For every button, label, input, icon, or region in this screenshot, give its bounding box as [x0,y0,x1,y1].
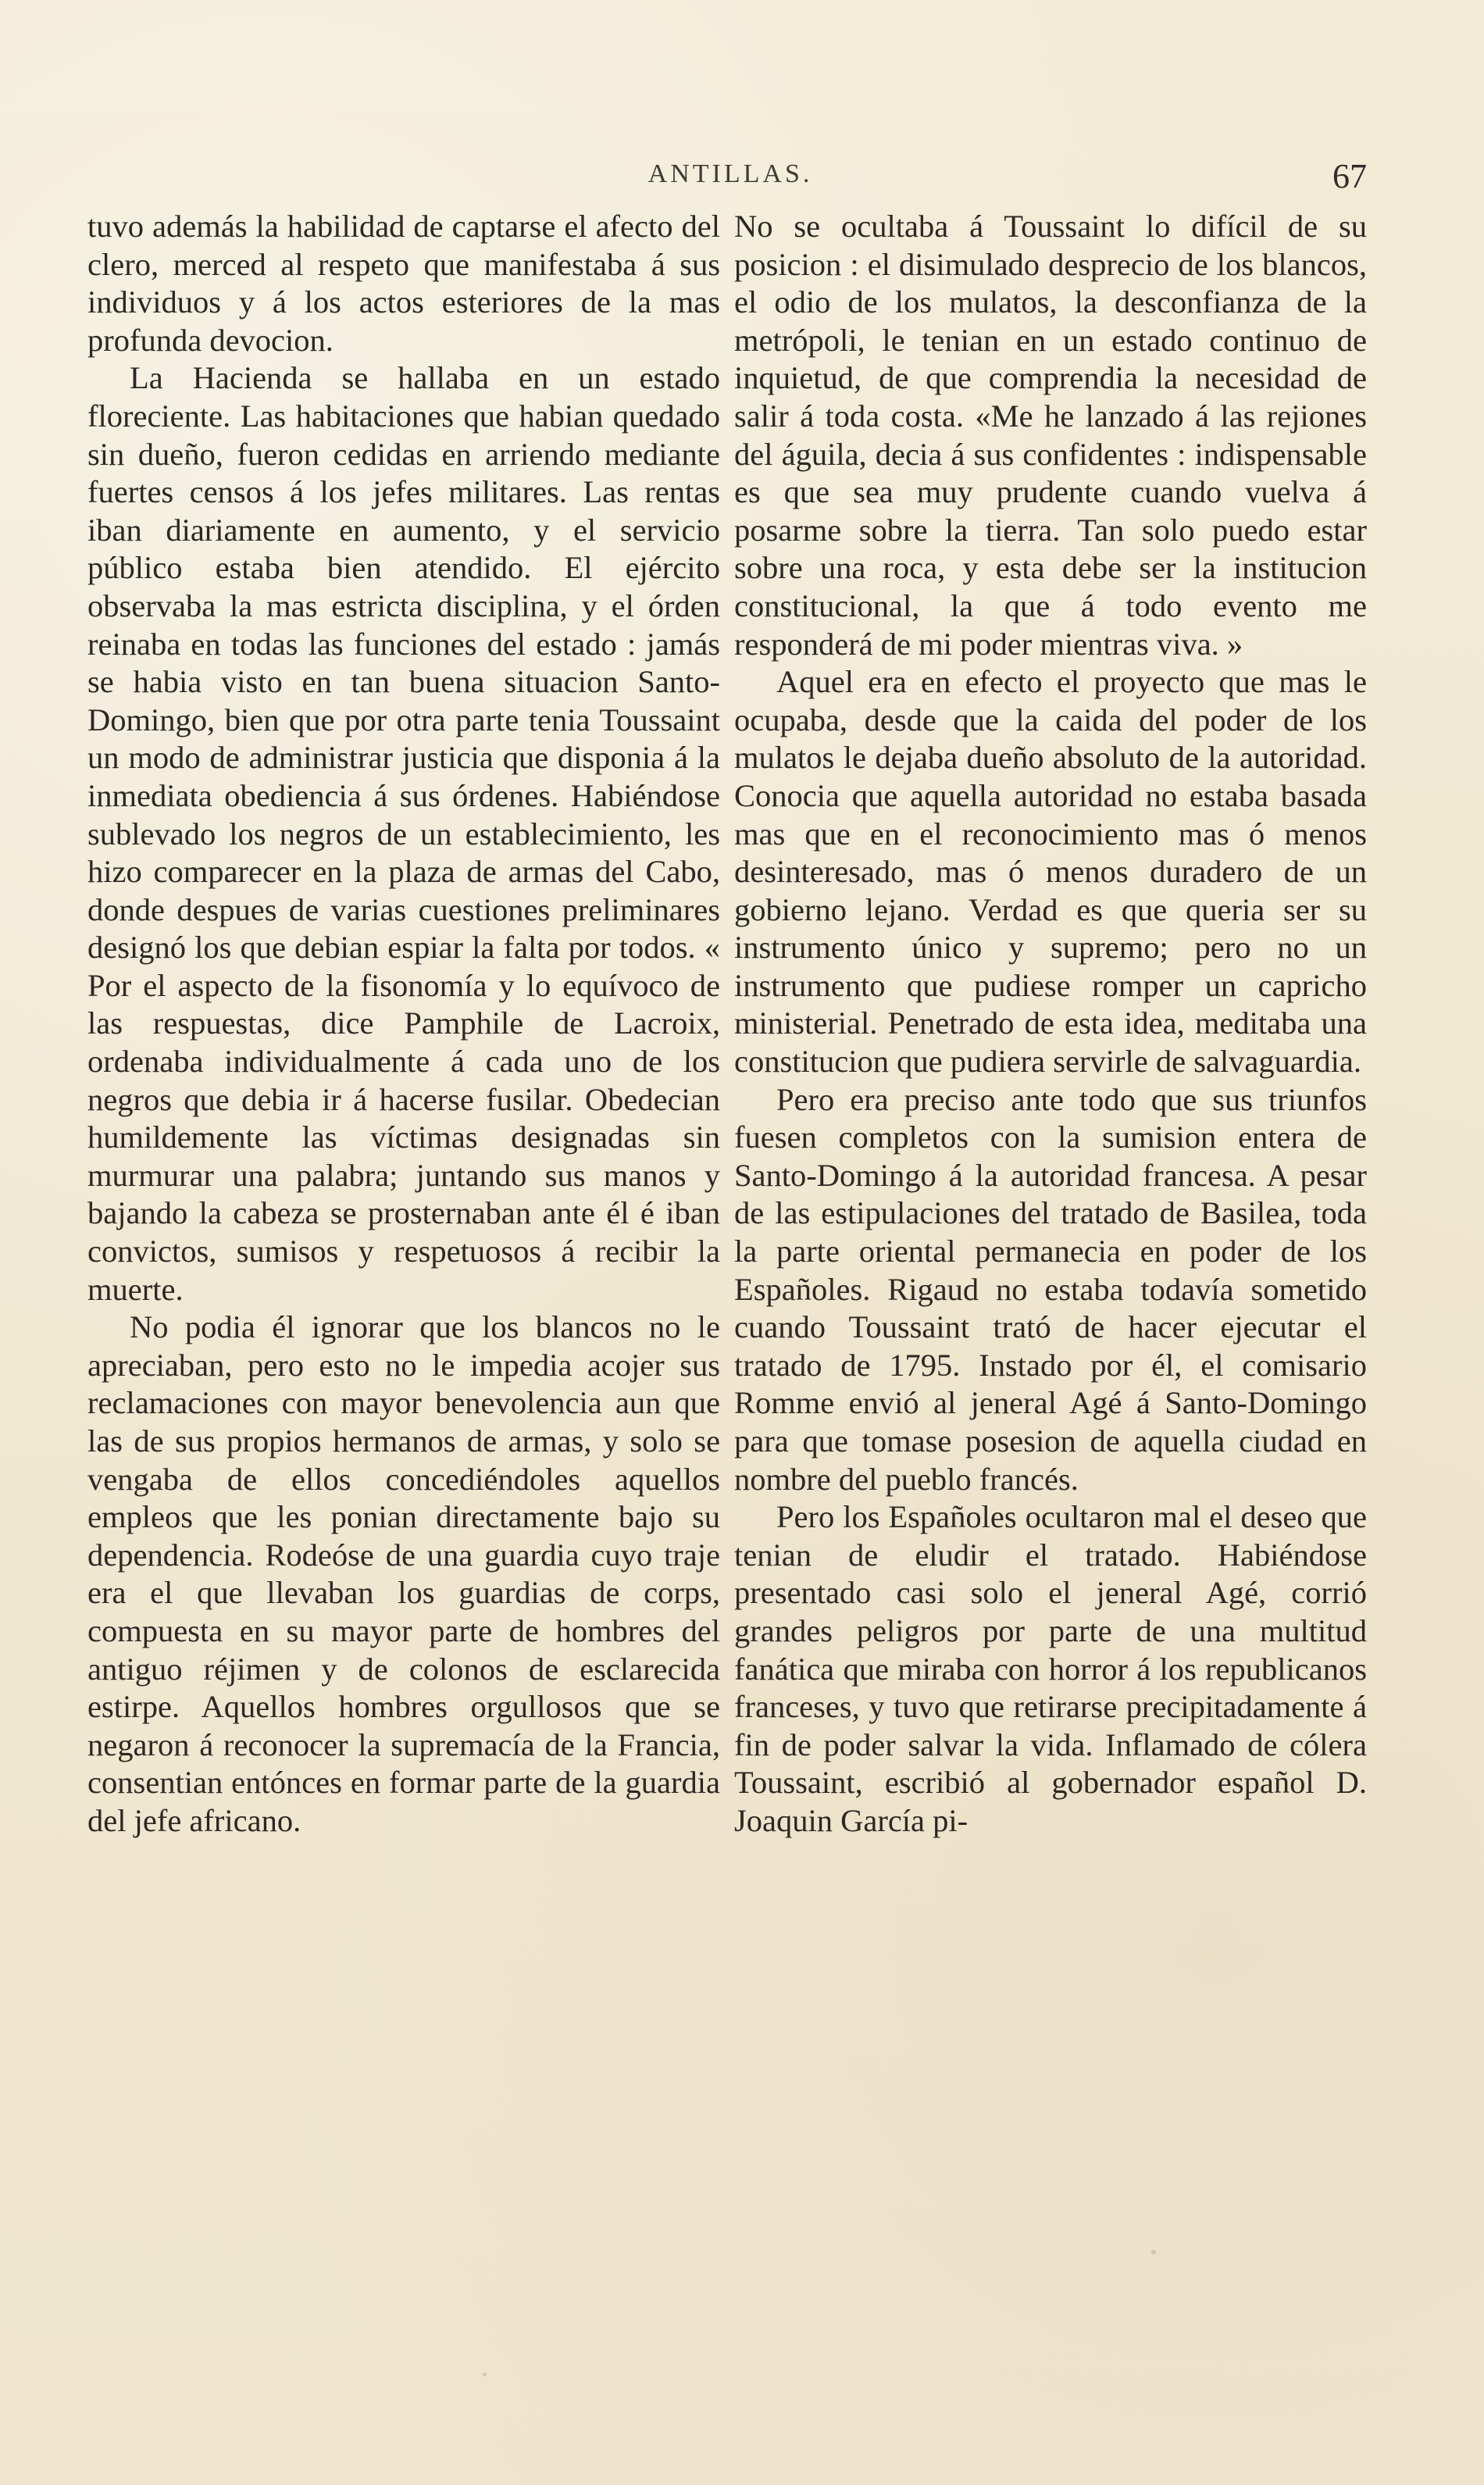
paper-speck [1151,2250,1156,2255]
paper-speck [483,2373,487,2376]
right-column [734,208,1367,1841]
running-title: ANTILLAS. [647,159,813,188]
running-header [94,156,1367,197]
right-paragraph-4: Pero los Españoles ocultaron mal el deseo que tenian de eludir el tratado. Habiéndose presentado casi solo el jeneral Agé, corrió grandes peligros por parte de una multitud fanática que miraba con horror á los republicanos franceses, y tuvo que retirarse precipitadamente á fin de poder salvar la vida. Inflamado de cólera Toussaint, escribió al gobernador español D. Joaquin García pi- [734,1499,1367,1838]
right-paragraph-1: No se ocultaba á Toussaint lo difícil de su posicion : el disimulado desprecio de los blancos, el odio de los mulatos, la desconfianza de la metrópoli, le tenian en un estado continuo de inquietud, de que comprendia la necesidad de salir á toda costa. «Me he lanzado á las rejiones del águila, decia á sus confidentes : indispensable es que sea muy prudente cuando vuelva á posarme sobre la tierra. Tan solo puedo estar sobre una roca, y esta debe ser la institucion constitucional, la que á todo evento me responderá de mi poder mientras viva. » [734,209,1367,662]
page-number: 67 [1332,157,1367,195]
right-paragraph-3: Pero era preciso ante todo que sus triunfos fuesen completos con la sumision entera de Santo-Domingo á la autoridad francesa. A pesar de las estipulaciones del tratado de Basilea, toda la parte oriental permanecia en poder de los Españoles. Rigaud no estaba todavía sometido cuando Toussaint trató de hacer ejecutar el tratado de 1795. Instado por él, el comisario Romme envió al jeneral Agé á Santo-Domingo para que tomase posesion de aquella ciudad en nombre del pueblo francés. [734,1081,1367,1497]
right-paragraph-2: Aquel era en efecto el proyecto que mas le ocupaba, desde que la caida del poder de los mulatos le dejaba dueño absoluto de la autoridad. Conocia que aquella autoridad no estaba basada mas que en el reconocimiento mas ó menos desinteresado, mas ó menos duradero de un gobierno lejano. Verdad es que queria ser su instrumento único y supremo; pero no un instrumento que pudiese romper un capricho ministerial. Penetrado de esta idea, meditaba una constitucion que pudiera servirle de salvaguardia. [734,664,1367,1080]
left-column [87,208,720,1841]
left-paragraph-2: La Hacienda se hallaba en un estado floreciente. Las habitaciones que habian quedado sin dueño, fueron cedidas en arriendo mediante fuertes censos á los jefes militares. Las rentas iban diariamente en aumento, y el servicio público estaba bien atendido. El ejército observaba la mas estricta disciplina, y el órden reinaba en todas las funciones del estado : jamás se habia visto en tan buena situacion Santo-Domingo, bien que por otra parte tenia Toussaint un modo de administrar justicia que disponia á la inmediata obediencia á sus órdenes. Habiéndose sublevado los negros de un establecimiento, les hizo comparecer en la plaza de armas del Cabo, donde despues de varias cuestiones preliminares designó los que debian espiar la falta por todos. « Por el aspecto de la fisonomía y lo equívoco de las respuestas, dice Pamphile de Lacroix, ordenaba individualmente á cada uno de los negros que debia ir á hacerse fusilar. Obedecian humildemente las víctimas designadas sin murmurar una palabra; juntando sus manos y bajando la cabeza se prosternaban ante él é iban convictos, sumisos y respetuosos á recibir la muerte. [87,360,720,1307]
left-paragraph-3: No podia él ignorar que los blancos no le apreciaban, pero esto no le impedia acojer sus reclamaciones con mayor benevolencia aun que las de sus propios hermanos de armas, y solo se vengaba de ellos concediéndoles aquellos empleos que les ponian directamente bajo su dependencia. Rodeóse de una guardia cuyo traje era el que llevaban los guardias de corps, compuesta en su mayor parte de hombres del antiguo réjimen y de colonos de esclarecida estirpe. Aquellos hombres orgullosos que se negaron á reconocer la supremacía de la Francia, consentian entónces en formar parte de la guardia del jefe africano. [87,1309,720,1838]
left-paragraph-1: tuvo además la habilidad de captarse el afecto del clero, merced al respeto que manifestaba á sus individuos y á los actos esteriores de la mas profunda devocion. [87,209,720,358]
